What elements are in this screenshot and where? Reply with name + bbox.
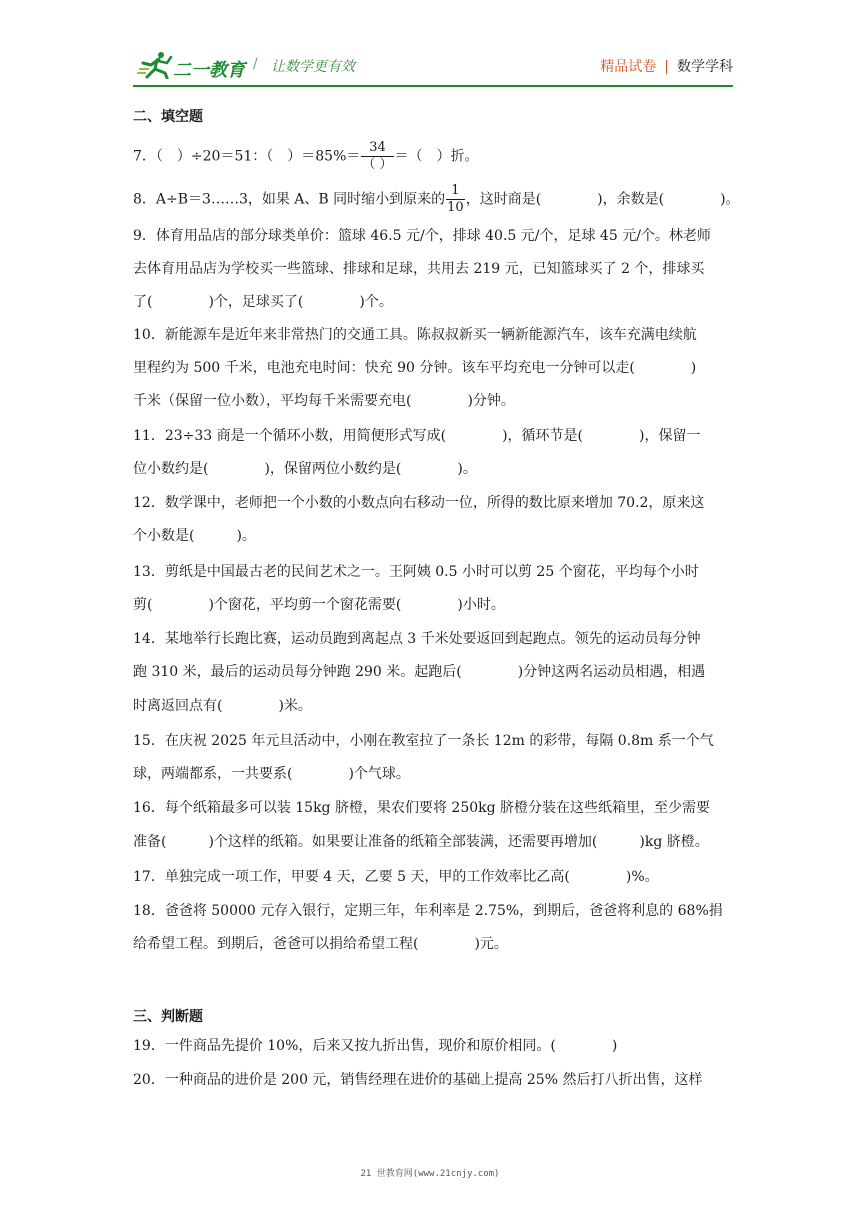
question-8 [133,183,740,216]
runner-logo-icon [137,51,173,79]
question-18-line-2: 给希望工程。到期后，爸爸可以捐给希望工程( )元。 [133,936,508,952]
q7-numerator: 34 [361,140,393,157]
q8-numerator: 1 [446,183,465,200]
q8-fraction [446,183,465,216]
slogan-separator: / [253,56,258,72]
question-15-line-2: 球，两端都系，一共要系( )个气球。 [133,766,410,782]
question-16-line-2: 准备( )个这样的纸箱。如果要让准备的纸箱全部装满，还需要再增加( )kg 脐橙。 [133,834,709,850]
question-10-line-3: 千米（保留一位小数），平均每千米需要充电( )分钟。 [133,393,515,409]
question-14-line-1: 14．某地举行长跑比赛，运动员跑到离起点 3 千米处要返回到起跑点。领先的运动员每分钟 [133,631,701,647]
question-13-line-2: 剪( )个窗花，平均剪一个窗花需要( )小时。 [133,597,505,613]
q8-denominator: 10 [447,200,464,215]
question-12-line-2: 个小数是( )。 [133,528,256,544]
question-14-line-3: 时离返回点有( )米。 [133,698,312,714]
section-title-true-false: 三、判断题 [133,1009,203,1025]
question-15-line-1: 15．在庆祝 2025 年元旦活动中，小刚在教室拉了一条长 12m 的彩带，每隔 0.8m 系一个气 [133,733,714,749]
page-header [133,44,733,84]
question-11-line-2: 位小数约是( )，保留两位小数约是( )。 [133,461,477,477]
question-17: 17．单独完成一项工作，甲要 4 天，乙要 5 天，甲的工作效率比乙高( )%。 [133,869,659,885]
page-footer: 21 世教育网(www.21cnjy.com) [360,1169,500,1179]
question-7 [133,140,479,173]
section-title-fill-blank: 二、填空题 [133,109,203,125]
q8-text-a: 8．A÷B＝3……3，如果 A、B 同时缩小到原来的 [133,191,446,208]
q7-text-b: ＝（ ）折。 [394,148,479,165]
header-rule [133,85,733,87]
question-11-line-1: 11．23÷33 商是一个循环小数，用简便形式写成( )，循环节是( )，保留一 [133,428,701,444]
question-9-line-3: 了( )个，足球买了( )个。 [133,294,393,310]
question-9-line-2: 去体育用品店为学校买一些篮球、排球和足球，共用去 219 元，已知篮球买了 2 个，排球买 [133,261,705,277]
brand-logo-text: 二一教育 [173,60,245,81]
question-13-line-1: 13．剪纸是中国最古老的民间艺术之一。王阿姨 0.5 小时可以剪 25 个窗花，平均每个小时 [133,564,699,580]
header-label-subject: 数学学科 [677,59,733,75]
q7-denominator: （ ） [362,157,393,172]
slogan: 让数学更有效 [271,59,355,75]
question-16-line-1: 16．每个纸箱最多可以装 15kg 脐橙，果农们要将 250kg 脐橙分装在这些纸箱里，至少需要 [133,800,711,816]
question-12-line-1: 12．数学课中，老师把一个小数的小数点向右移动一位，所得的数比原来增加 70.2，原来这 [133,495,705,511]
header-label-quality: 精品试卷 [600,59,657,75]
q7-fraction [361,140,393,173]
question-9-line-1: 9．体育用品店的部分球类单价：篮球 46.5 元/个，排球 40.5 元/个，足球 45 元/个。林老师 [133,228,711,244]
q8-text-b: ，这时商是( )，余数是( )。 [465,191,740,208]
question-18-line-1: 18．爸爸将 50000 元存入银行，定期三年，年利率是 2.75%，到期后，爸爸将利息的 68%捐 [133,903,723,919]
header-divider: | [664,59,669,75]
question-20-line-1: 20．一种商品的进价是 200 元，销售经理在进价的基础上提高 25% 然后打八折出售，这样 [133,1072,703,1088]
header-subject [600,56,733,76]
question-14-line-2: 跑 310 米，最后的运动员每分钟跑 290 米。起跑后( )分钟这两名运动员相遇，相遇 [133,664,706,680]
q7-text-a: 7．（ ）÷20＝51：（ ）＝85%＝ [133,148,361,165]
question-10-line-1: 10．新能源车是近年来非常热门的交通工具。陈叔叔新买一辆新能源汽车，该车充满电续航 [133,327,697,343]
question-10-line-2: 里程约为 500 千米，电池充电时间：快充 90 分钟。该车平均充电一分钟可以走( ) [133,360,697,376]
question-19: 19．一件商品先提价 10%，后来又按九折出售，现价和原价相同。( ) [133,1038,618,1054]
